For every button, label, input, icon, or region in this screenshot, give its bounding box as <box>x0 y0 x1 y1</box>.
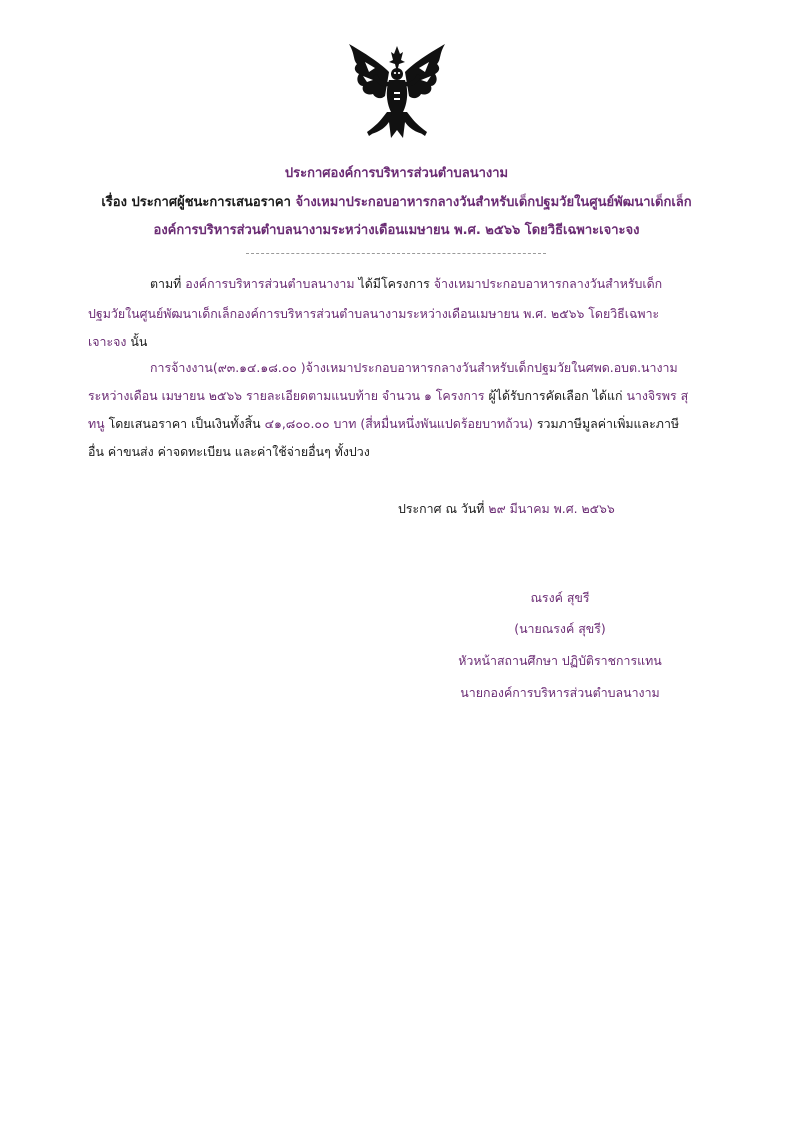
p1-intro: ตามที่ <box>150 276 182 291</box>
p1-line3-end: นั้น <box>130 334 148 349</box>
announcement-subject-line2: องค์การบริหารส่วนตำบลนางามระหว่างเดือนเมษายน พ.ศ. ๒๕๖๖ โดยวิธีเฉพาะเจาะจง <box>153 223 640 238</box>
paragraph-2-line-1: การจ้างงาน(๙๓.๑๔.๑๘.๐๐ )จ้างเหมาประกอบอาหารกลางวันสำหรับเด็กปฐมวัยในศพด.อบต.นางาม <box>150 360 678 375</box>
p2-line2-mid: ผู้ได้รับการคัดเลือก ได้แก่ <box>488 388 623 403</box>
announcement-title: ประกาศองค์การบริหารส่วนตำบลนางาม <box>284 166 509 181</box>
p2-winner-name: นางจิรพร สุ <box>626 388 689 403</box>
p1-line3-purple: เจาะจง <box>88 334 127 349</box>
paragraph-2-line-2 <box>88 387 688 406</box>
signature-position: หัวหน้าสถานศึกษา ปฏิบัติราชการแทน <box>458 653 662 668</box>
announce-date: ๒๙ มีนาคม พ.ศ. ๒๕๖๖ <box>488 501 615 516</box>
announce-label: ประกาศ ณ วันที่ <box>398 501 485 516</box>
announce-date-line <box>398 500 615 519</box>
garuda-emblem-icon <box>345 42 449 146</box>
p1-mid: ได้มีโครงการ <box>358 276 430 291</box>
subject-text: จ้างเหมาประกอบอาหารกลางวันสำหรับเด็กปฐมวัยในศูนย์พัฒนาเด็กเล็ก <box>295 195 692 210</box>
divider <box>246 253 546 254</box>
p1-project: จ้างเหมาประกอบอาหารกลางวันสำหรับเด็ก <box>433 276 663 291</box>
paragraph-1-line-2: ปฐมวัยในศูนย์พัฒนาเด็กเล็กองค์การบริหารส่วนตำบลนางามระหว่างเดือนเมษายน พ.ศ. ๒๕๖๖ โดยวิธีเฉพาะ <box>88 306 660 321</box>
p2-amount: ๔๑,๘๐๐.๐๐ บาท (สี่หมื่นหนึ่งพันแปดร้อยบาทถ้วน) <box>264 416 533 431</box>
p2-winner-name-cont: ทนู <box>88 416 105 431</box>
paragraph-1-line-3 <box>88 333 147 352</box>
signature-full-name: (นายณรงค์ สุขรี) <box>514 621 606 636</box>
p2-line3-end: รวมภาษีมูลค่าเพิ่มและภาษี <box>536 416 680 431</box>
paragraph-1-line-1 <box>150 275 662 294</box>
signature-signed-name: ณรงค์ สุขรี <box>530 590 590 605</box>
p2-line2-purple: ระหว่างเดือน เมษายน ๒๕๖๖ รายละเอียดตามแนบท้าย จำนวน ๑ โครงการ <box>88 388 485 403</box>
subject-prefix: เรื่อง ประกาศผู้ชนะการเสนอราคา <box>101 195 291 210</box>
paragraph-2-line-4: อื่น ค่าขนส่ง ค่าจดทะเบียน และค่าใช้จ่ายอื่นๆ ทั้งปวง <box>88 444 370 459</box>
p1-org: องค์การบริหารส่วนตำบลนางาม <box>185 276 355 291</box>
signature-position-2: นายกองค์การบริหารส่วนตำบลนางาม <box>460 685 660 700</box>
announcement-subject <box>60 191 733 212</box>
p2-line3-mid: โดยเสนอราคา เป็นเงินทั้งสิ้น <box>108 416 261 431</box>
paragraph-2-line-3 <box>88 415 679 434</box>
